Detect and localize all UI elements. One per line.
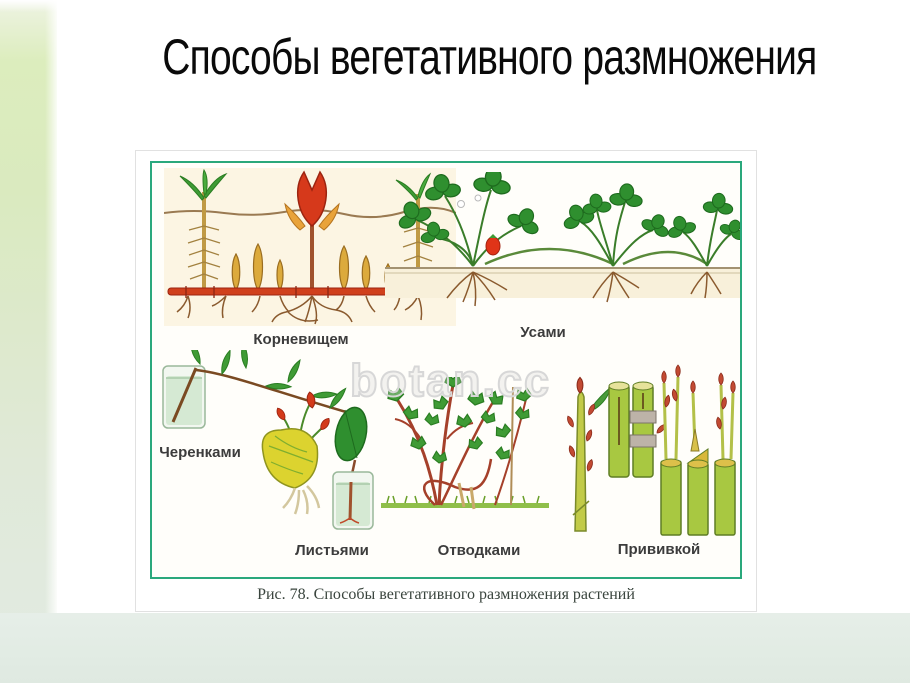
figure-panel <box>135 150 757 612</box>
label-layering: Отводками <box>437 542 521 559</box>
grafting-illustration <box>565 363 740 539</box>
label-rhizome: Корневищем <box>253 331 349 348</box>
label-leaves: Листьями <box>295 542 369 559</box>
page-title <box>70 28 904 90</box>
bottom-accent-strip <box>0 613 910 683</box>
figure-caption: Рис. 78. Способы вегетативного размножения растений <box>257 586 635 603</box>
page-title-text: Способы вегетативного размножения <box>162 29 817 85</box>
watermark: botan.cc <box>350 355 552 406</box>
left-accent-strip <box>0 0 57 683</box>
figure-frame <box>150 161 742 579</box>
leaves-illustration <box>255 390 387 532</box>
label-cuttings: Черенками <box>159 444 241 461</box>
label-runners: Усами <box>520 324 566 341</box>
runners-illustration <box>385 172 740 318</box>
label-grafting: Прививкой <box>617 541 701 558</box>
